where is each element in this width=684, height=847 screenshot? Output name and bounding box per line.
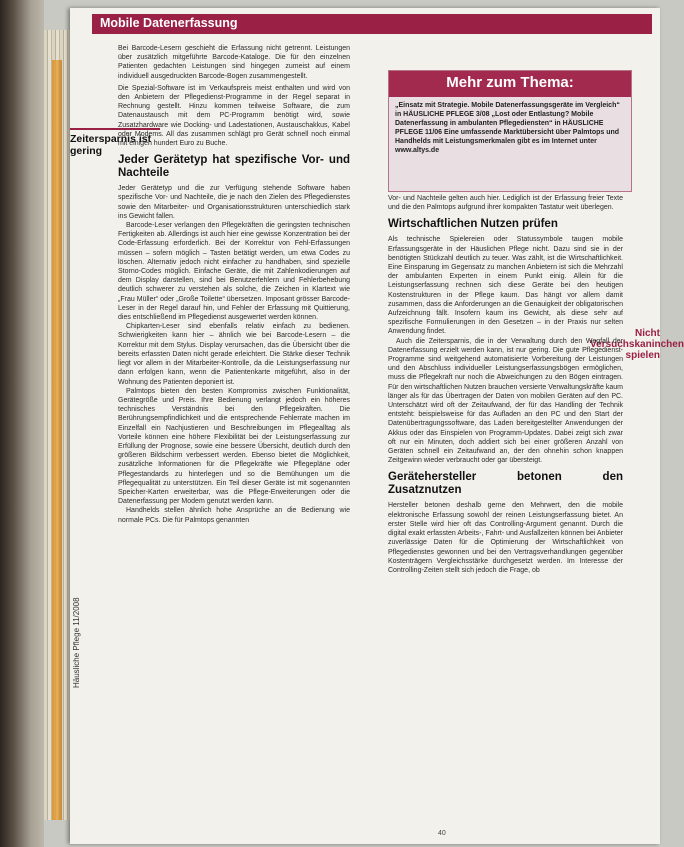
box-title: Mehr zum Thema:	[389, 71, 631, 97]
box-text: „Einsatz mit Strategie. Mobile Datenerfassungsgeräte im Vergleich“ in HÄUSLICHE PFLEGE 3/08 „Lost oder Entlastung? Mobile Datenerfassung in ambulanten Pflegediensten“ in HÄUSLICHE PFLEGE 11/06 Eine umfassende Marktübersicht über Palmtops und Handhelds mit Leistungsmerkmalen gibt es im Internet unter www.altys.de	[395, 102, 620, 154]
page-number: 40	[438, 830, 446, 837]
section-header	[92, 14, 652, 34]
magazine-page	[70, 8, 684, 844]
right-heading: Wirtschaftlichen Nutzen prüfen	[388, 218, 558, 231]
right-margin-heading: Nicht Versuchskaninchen spielen	[590, 328, 684, 361]
publication-footer: Häusliche Pflege 11/2008	[72, 597, 81, 688]
left-paragraph: Chipkarten-Leser sind ebenfalls relativ einfach zu bedienen. Schwierigkeiten kann hier – ähnlich wie bei Barcode-Lesern – die Korrektur mit dem Stylus. Display verursachen, das die Übersicht über die bereits erfassten Daten nicht gerade erleichtert. Die Stärke dieser Technik liegt vor allem in der Mitarbeiter-Kontrolle, da die Leistungserfassung nur dann erfolgen kann, wenn die Patientenkarte mitgeführt, also in der Wohnung des Patienten deponiert ist.	[118, 323, 350, 386]
left-paragraph: Jeder Gerätetyp und die zur Verfügung stehende Software haben spezifische Vor- und Nachteile, die je nach den Zielen des Pflegedienstes sowie den Mitarbeiter- und Organisationsstrukturen unterschiedlich stark ins Gewicht fallen.	[118, 185, 350, 220]
left-paragraph: Die Spezial-Software ist im Verkaufspreis meist enthalten und wird von den Anbietern der Pflegedienst-Programme in der Regel separat in Rechnung gestellt. Hinzu kommen teilweise Software, die zum Datenaustausch mit dem PC-Programm benötigt wird, sowie Zusatzhardware wie Docking- und Ladestationen, Austauschakkus, Kabel oder Modems. All das zusammen schlägt pro Gerät schnell noch einmal mit einigen hundert Euro zu Buche.	[118, 84, 350, 148]
left-column	[118, 44, 350, 525]
right-heading: Gerätehersteller betonen den Zusatznutzen	[388, 471, 623, 497]
left-heading: Jeder Gerätetyp hat spezifische Vor- und Nachteile	[118, 154, 350, 180]
right-column	[388, 194, 623, 575]
right-paragraph: Vor- und Nachteile gelten auch hier. Lediglich ist der Erfassung freier Texte und die den Palmtops aufgrund ihrer kompakten Tastatur weit überlegen.	[388, 195, 623, 212]
left-paragraph: Handhelds stellen ähnlich hohe Ansprüche an die Bedienung wie normale PCs. Die für Palmtops genannten	[118, 507, 350, 524]
page-stack-marker	[52, 60, 62, 820]
left-paragraph: Palmtops bieten den besten Kompromiss zwischen Funktionalität, Gerätegröße und Preis. Ihre Bedienung verlangt jedoch ein höheres technisches Verständnis bei den Pflegekräften. Die Berührungsempfindlichkeit und die entsprechende Fehlerrate machen im Einzelfall ein Nachjustieren und Beschreibungen im Pflegealltag als Vorteile können eine höhere Flexibilität bei der Leistungserfassung zur Erfüllung der Prognose, sowie eine bessere Übersicht, deutlich durch den größeren Bildschirm verbessert werden. Ebenso bietet die Möglichkeit, zusätzliche Informationen für die Pflegekräfte wie Pflegepläne oder Pflegestandards zu hinterlegen und so die Bemühungen um die Pflegequalität zu unterstützen. Ein Teil dieser Geräte ist mit sogenannten Speicher-Karten erweiterbar, was die Pflege-Erweiterungen oder die Datenerfassung per Modem genutzt werden kann.	[118, 387, 350, 506]
scan-shadow	[0, 0, 44, 847]
left-paragraph: Bei Barcode-Lesern geschieht die Erfassung nicht getrennt. Leistungen über zusätzlich mitgeführte Barcode-Kataloge. Die für den einzelnen Patienten gedachten Leistungen sind hingegen zumeist auf einem individuell ausgedruckten Barcode-Bogen zusammengestellt.	[118, 45, 350, 80]
right-paragraph: Als technische Spielereien oder Statussymbole taugen mobile Erfassungsgeräte in der Häuslichen Pflege nicht. Dazu sind sie in der benötigten Stückzahl deutlich zu teuer. Was zählt, ist die Wirtschaftlichkeit. Eine Einsparung im Gegensatz zu manchen Anbietern ist sich die Mehrzahl der ambulanten Experten in einem Punkt einig. Allein für die Leistungserfassung rechnen sich diese Geräte bei den heutigen Kostenstrukturen in der Pflege kaum. Das hängt vor allem damit zusammen, dass die Anforderungen an die Genauigkeit der obligatorischen Aufzeichnung fällt. Insofern kaum ins Gewicht, als diese sehr auf spezifische Formulierungen in den Gesetzen – in der Praxis nur selten Anwendung findet.	[388, 236, 623, 336]
right-paragraph: Auch die Zeitersparnis, die in der Verwaltung durch den Wegfall der Datenerfassung erzielt werden kann, ist nur gering. Die gute Pflegedienst-Programme sind weitgehend automatisierte Vorbereitung der Leistungen und den Abschluss individueller Leistungserfassungsbögen ermöglichen, muss die Pflegekraft nur noch die Abweichungen zu den Bögen eintragen. Für den wirtschaftlichen Nutzen brauchen versierte Verwaltungskräfte kaum länger als für das Übertragen der Daten von mobilen Geräten auf den PC. Unterschätzt wird oft der Zeitaufwand, der für das Handling der Technik entsteht: beispielsweise für das Aufladen an den PC und den Start der Datenübertragungssoftware, das Laden bereitgestellter Anwendungen der Akkus oder das Einspielen von Programm-Updates. Dabei zeigt sich zwar oft nur ein Minuten, doch addiert sich bei einer größeren Anzahl von Geräten schnell ein Zeitaufwand an, der den ohnehin schon knappen Zeitgewinn wieder verbraucht oder gar übersteigt.	[388, 337, 623, 465]
left-paragraph: Barcode-Leser verlangen den Pflegekräften die geringsten technischen Fertigkeiten ab. Allerdings ist auch hier eine gewisse Konzentration bei der Code-Erfassung erforderlich. Bei der Korrektur von Fehl-Erfassungen müssen – sofern möglich – Tasten betätigt werden, um etwa Codes zu löschen. Alternativ jedoch nicht einfacher zu handhaben, sind spezielle Storno-Codes möglich. Einfache Geräte, die mit Zahlenkodierungen auf dem Display darstellen, sind bei Benutzerfehlern und Fehlerbehebung deutlich schwerer zu verstehen als solche, die Zeichen in Klartext wie „Frau Müller“ oder „Große Toilette“ übersetzen. Imposant grösser Barcode-Leser in der Regel darauf hin, und Fehler der Erfassung mit Quittierung, dies entschließend im Pflegedienst ausgewertet werden können.	[118, 222, 350, 322]
right-paragraph: Hersteller betonen deshalb gerne den Mehrwert, den die mobile elektronische Erfassung sowohl der reinen Leistungserfassung bietet. An erster Stelle wird hier oft das Controlling-Argument genannt. Durch die digital exakt erfassten Arbeits-, Fahrt- und Ausfallzeiten können bei Anbieter zuverlässige Daten für die Optimierung der Wirtschaftlichkeit von Pflegedienstes gewonnen und bei den Vertragsverhandlungen gegenüber Kostenträgern Vergleichsstärke durchgesetzt werden. Im Interesse der Controlling-Zeiten stellt sich jedoch die Frage, ob	[388, 502, 623, 574]
left-margin-heading: Zeitersparnis ist gering	[70, 128, 160, 157]
related-topics-box	[388, 70, 632, 192]
section-title: Mobile Datenerfassung	[100, 16, 238, 30]
